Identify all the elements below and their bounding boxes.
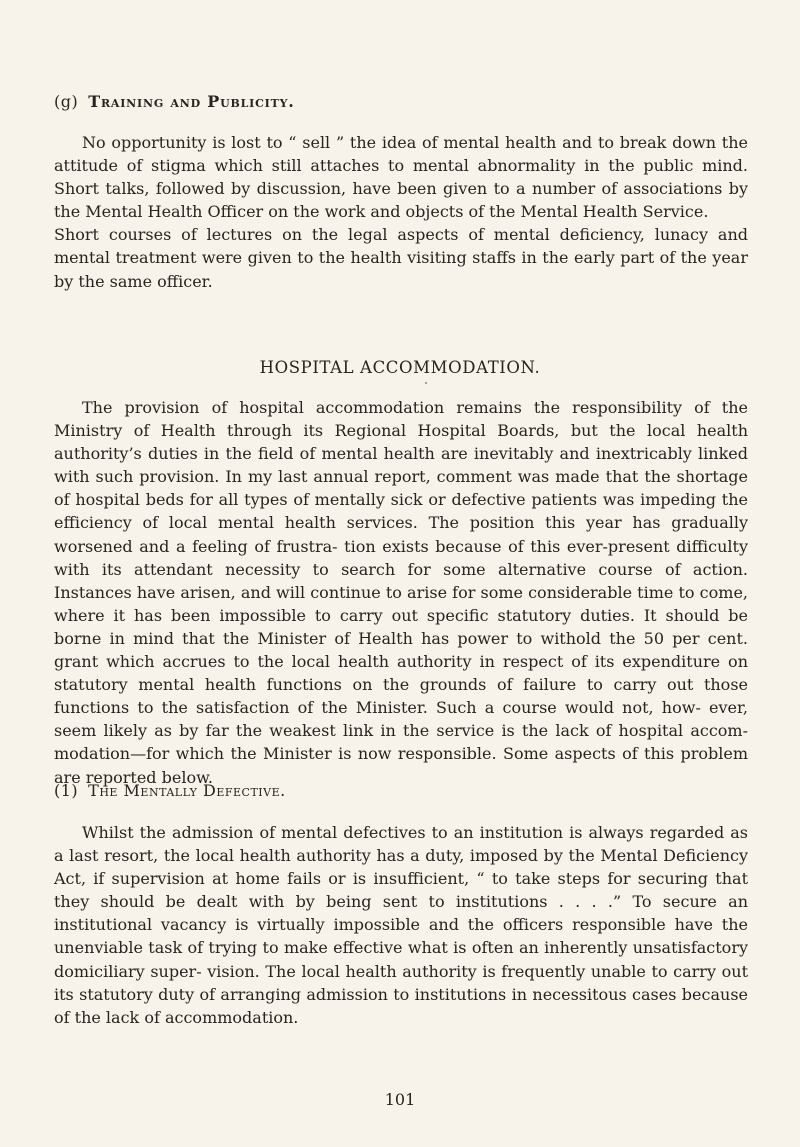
section-g-paragraph-1: No opportunity is lost to “ sell ” the idea of mental health and to break down the attitude of stigma which still attaches to mental abnormality in the public mind. Short talks, followed by discussion, have been given to a number of associations by the Mental Health Officer on the work and objects of the Mental Health Service.	[54, 133, 748, 222]
section-g-paragraph-2: Short courses of lectures on the legal aspects of mental deficiency, lunacy and mental treatment were given to the health visiting staffs in the early part of the year by the same officer.	[54, 225, 748, 291]
hospital-paragraph: The provision of hospital accommodation remains the responsibility of the Ministry of Health through its Regional Hospital Boards, but the local health authority’s duties in the field of mental health are inevitably and inextricably linked with such provision. In my last annual report, comment was made that the shortage of hospital beds for all types of mentally sick or defective patients was impeding the efficiency of local mental health services. The position this year has gradually worsened and a feeling of frustra- tion exists because of this ever-present difficulty with its attendant necessity to search for some alternative course of action. Instances have arisen, and will continue to arise for some considerable time to come, where it has been impossible to carry out specific statutory duties. It should be borne in mind that the Minister of Health has power to withold the 50 per cent. grant which accrues to the local health authority in respect of its expenditure on statutory mental health functions on the grounds of failure to carry out those functions to the satisfaction of the Minister. Such a course would not, how- ever, seem likely as by far the weakest link in the service is the lack of hospital accom- modation—for which the Minister is now responsible. Some aspects of this problem are reported below.	[54, 398, 748, 787]
section-1-title: The Mentally Defective.	[88, 781, 286, 800]
hospital-accommodation-heading: HOSPITAL ACCOMMODATION.	[259, 358, 541, 377]
section-1-body	[54, 821, 748, 1029]
page-number: 101	[384, 1090, 416, 1109]
section-g-body	[54, 131, 748, 293]
section-g-heading	[54, 92, 295, 111]
section-1-heading	[54, 781, 286, 800]
section-1-paragraph: Whilst the admission of mental defectives to an institution is always regarded as a last resort, the local health authority has a duty, imposed by the Mental Deficiency Act, if supervision at home fails or is insufficient, “ to take steps for securing that they should be dealt with by being sent to institutions . . . .” To secure an institutional vacancy is virtually impossible and the officers responsible have the unenviable task of trying to make effective what is often an inherently unsatisfactory domiciliary super- vision. The local health authority is frequently unable to carry out its statutory duty of arranging admission to institutions in necessitous cases because of the lack of accommodation.	[54, 823, 748, 1027]
section-g-number: (g)	[54, 92, 79, 111]
hospital-body	[54, 396, 748, 789]
section-g-title: Training and Publicity.	[88, 92, 295, 111]
section-1-number: (1)	[54, 781, 79, 800]
stray-dot	[425, 382, 427, 384]
